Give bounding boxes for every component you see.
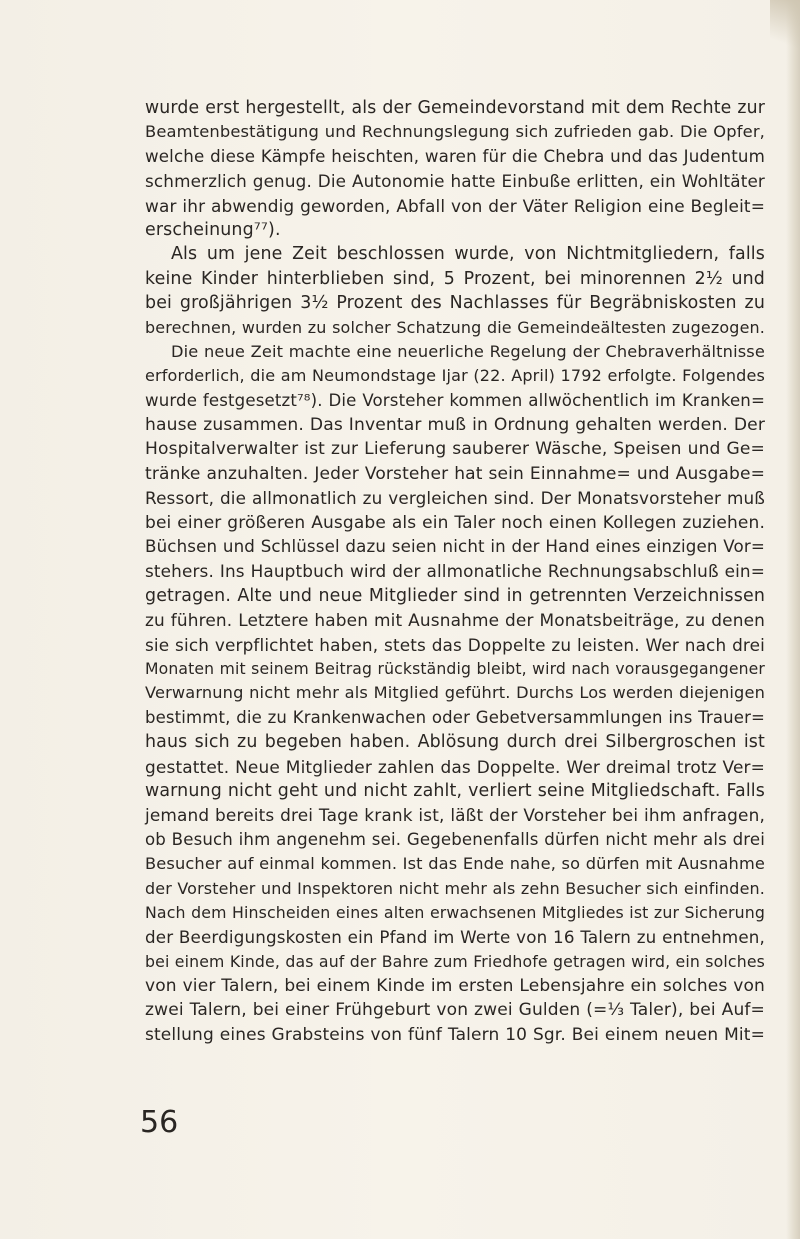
text-line: zu führen. Letztere haben mit Ausnahme der Monatsbeiträge, zu denen [145, 610, 765, 631]
text-line: bei einem Kinde, das auf der Bahre zum Friedhofe getragen wird, ein solches [145, 951, 765, 971]
text-line: tränke anzuhalten. Jeder Vorsteher hat sein Einnahme= und Ausgabe= [145, 463, 765, 484]
text-line: bei einer größeren Ausgabe als ein Taler noch einen Kollegen zuziehen. [145, 512, 765, 533]
text-line: Nach dem Hinscheiden eines alten erwachsenen Mitgliedes ist zur Sicherung [145, 902, 765, 922]
page-edge-shadow [786, 0, 800, 1239]
text-line: haus sich zu begeben haben. Ablösung durch drei Silbergroschen ist [145, 732, 765, 753]
text-line: Monaten mit seinem Beitrag rückständig bleibt, wird nach vorausgegangener [145, 658, 765, 678]
text-line: Ressort, die allmonatlich zu vergleichen sind. Der Monatsvorsteher muß [145, 488, 765, 509]
text-line: Die neue Zeit machte eine neuerliche Regelung der Chebraverhältnisse [171, 341, 765, 361]
text-line: stellung eines Grabsteins von fünf Talern 10 Sgr. Bei einem neuen Mit= [145, 1024, 765, 1045]
text-line: berechnen, wurden zu solcher Schatzung die Gemeindeältesten zugezogen. [145, 317, 765, 337]
page-number: 56 [140, 1105, 179, 1140]
text-line: welche diese Kämpfe heischten, waren für die Chebra und das Judentum [145, 146, 765, 166]
text-line: war ihr abwendig geworden, Abfall von der Väter Religion eine Begleit= [145, 195, 765, 216]
text-line: hause zusammen. Das Inventar muß in Ordnung gehalten werden. Der [145, 415, 765, 436]
text-line: der Vorsteher und Inspektoren nicht mehr als zehn Besucher sich einfinden. [145, 878, 765, 898]
text-line: getragen. Alte und neue Mitglieder sind in getrennten Verzeichnissen [145, 585, 765, 606]
text-line: jemand bereits drei Tage krank ist, läßt der Vorsteher bei ihm anfragen, [145, 805, 765, 826]
text-line: warnung nicht geht und nicht zahlt, verliert seine Mitgliedschaft. Falls [145, 780, 765, 801]
text-line: bestimmt, die zu Krankenwachen oder Gebetversammlungen ins Trauer= [145, 707, 765, 727]
text-line: stehers. Ins Hauptbuch wird der allmonatliche Rechnungsabschluß ein= [145, 561, 765, 582]
text-line: Besucher auf einmal kommen. Ist das Ende nahe, so dürfen mit Ausnahme [145, 854, 765, 874]
body-text [145, 96, 765, 1047]
text-line: erforderlich, die am Neumondstage Ijar (22. April) 1792 erfolgte. Folgendes [145, 366, 765, 386]
text-line: wurde erst hergestellt, als der Gemeindevorstand mit dem Rechte zur [145, 98, 765, 118]
text-line: von vier Talern, bei einem Kinde im ersten Lebensjahre ein solches von [145, 976, 765, 997]
text-line: erscheinung⁷⁷). [145, 219, 281, 240]
text-line: sie sich verpflichtet haben, stets das Doppelte zu leisten. Wer nach drei [145, 634, 765, 655]
page-corner-curl [770, 0, 800, 60]
text-line: Beamtenbestätigung und Rechnungslegung sich zufrieden gab. Die Opfer, [145, 122, 765, 142]
text-line: keine Kinder hinterblieben sind, 5 Prozent, bei minorennen 2½ und [145, 268, 765, 289]
text-line: Als um jene Zeit beschlossen wurde, von Nichtmitgliedern, falls [171, 244, 765, 265]
text-line: Hospitalverwalter ist zur Lieferung sauberer Wäsche, Speisen und Ge= [145, 439, 765, 460]
text-line: der Beerdigungskosten ein Pfand im Werte von 16 Talern zu entnehmen, [145, 927, 765, 948]
text-line: Büchsen und Schlüssel dazu seien nicht in der Hand eines einzigen Vor= [145, 537, 765, 557]
text-line: gestattet. Neue Mitglieder zahlen das Doppelte. Wer dreimal trotz Ver= [145, 756, 765, 777]
text-line: schmerzlich genug. Die Autonomie hatte Einbuße erlitten, ein Wohltäter [145, 171, 765, 192]
text-line: wurde festgesetzt⁷⁸). Die Vorsteher kommen allwöchentlich im Kranken= [145, 390, 765, 410]
text-line: bei großjährigen 3½ Prozent des Nachlasses für Begräbniskosten zu [145, 293, 765, 314]
text-line: Verwarnung nicht mehr als Mitglied geführt. Durchs Los werden diejenigen [145, 683, 765, 703]
text-line: ob Besuch ihm angenehm sei. Gegebenenfalls dürfen nicht mehr als drei [145, 829, 765, 849]
text-line: zwei Talern, bei einer Frühgeburt von zwei Gulden (=⅓ Taler), bei Auf= [145, 1000, 765, 1021]
